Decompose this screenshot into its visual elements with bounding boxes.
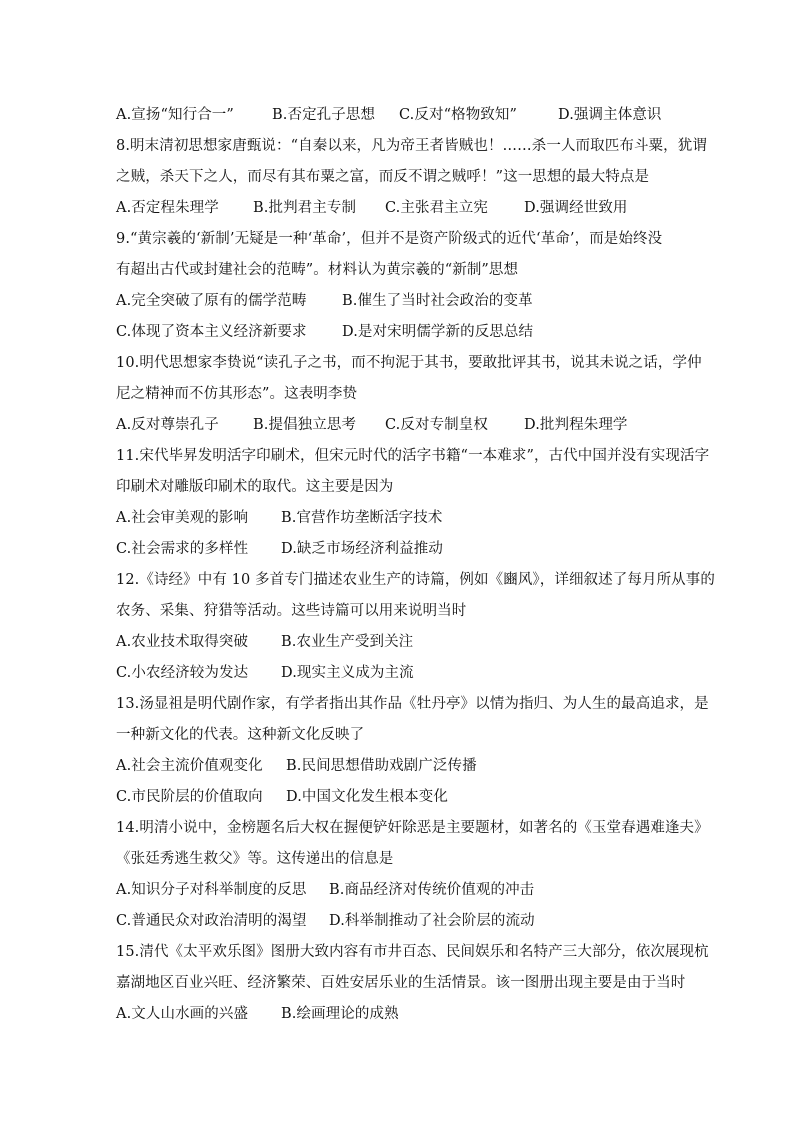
q8-option-c[interactable]: C.主张君主立宪: [385, 200, 488, 216]
q8-stem-line1: 8.明末清初思想家唐甄说：“自秦以来，凡为帝王者皆贼也！……杀一人而取匹布斗粟，犹谓: [116, 138, 707, 154]
q14-options-row2: [116, 909, 676, 929]
q7-option-c[interactable]: C.反对“格物致知”: [399, 107, 518, 123]
q7-option-b[interactable]: B.否定孔子思想: [272, 107, 376, 123]
q8-stem-line2: 之贼，杀天下之人，而尽有其布粟之富，而反不谓之贼呼！”这一思想的最大特点是: [116, 169, 650, 185]
q15-stem-line1: 15.清代《太平欢乐图》图册大致内容有市井百态、民间娱乐和名特产三大部分，依次展现杭: [116, 944, 709, 960]
q13-options-row2: [116, 785, 676, 805]
q14-option-c[interactable]: C.普通民众对政治清明的渴望: [116, 913, 307, 929]
q8-options: [116, 196, 676, 216]
q15-option-a[interactable]: A.文人山水画的兴盛: [116, 1006, 249, 1022]
q11-stem-line1: 11.宋代毕昇发明活字印刷术，但宋元时代的活字书籍“一本难求”，古代中国并没有实现活字: [116, 448, 710, 464]
q14-stem-line1: 14.明清小说中，金榜题名后大权在握便铲奸除恶是主要题材，如著名的《玉堂春遇难逢夫》: [116, 820, 709, 836]
q12-options-row2: [116, 661, 676, 681]
q9-option-d[interactable]: D.是对宋明儒学新的反思总结: [342, 324, 534, 340]
q13-option-b[interactable]: B.民间思想借助戏剧广泛传播: [286, 758, 477, 774]
q11-options-row2: [116, 537, 676, 557]
q10-stem-line1: 10.明代思想家李贽说“读孔子之书，而不拘泥于其书，要敢批评其书，说其未说之话，学仲: [116, 355, 702, 371]
q15-stem-line2: 嘉湖地区百业兴旺、经济繁荣、百姓安居乐业的生活情景。该一图册出现主要是由于当时: [116, 975, 686, 991]
q14-stem-line2: 《张廷秀逃生救父》等。这传递出的信息是: [116, 851, 394, 867]
q12-option-a[interactable]: A.农业技术取得突破: [116, 634, 249, 650]
q14-option-a[interactable]: A.知识分子对科举制度的反思: [116, 882, 307, 898]
q13-option-d[interactable]: D.中国文化发生根本变化: [286, 789, 448, 805]
q7-option-d[interactable]: D.强调主体意识: [558, 107, 662, 123]
q14-option-d[interactable]: D.科举制推动了社会阶层的流动: [329, 913, 535, 929]
q9-stem-line2: 有超出古代或封建社会的范畴”。材料认为黄宗羲的“新制”思想: [116, 262, 519, 278]
q9-options-row2: [116, 320, 676, 340]
q12-option-d[interactable]: D.现实主义成为主流: [281, 665, 414, 681]
q9-stem-line1: 9.“黄宗羲的‘新制’无疑是一种‘革命’，但并不是资产阶级式的近代‘革命’，而是始终没: [116, 231, 663, 247]
q12-stem-line1: 12.《诗经》中有 10 多首专门描述农业生产的诗篇，例如《豳风》，详细叙述了每月所从事的: [116, 572, 715, 588]
q14-options-row1: [116, 878, 676, 898]
q7-option-a[interactable]: A.宣扬“知行合一”: [116, 107, 234, 123]
q13-options-row1: [116, 754, 676, 774]
q9-option-b[interactable]: B.催生了当时社会政治的变革: [342, 293, 533, 309]
q8-option-b[interactable]: B.批判君主专制: [253, 200, 357, 216]
q8-option-d[interactable]: D.强调经世致用: [524, 200, 628, 216]
q11-option-c[interactable]: C.社会需求的多样性: [116, 541, 249, 557]
q12-options-row1: [116, 630, 676, 650]
q13-option-a[interactable]: A.社会主流价值观变化: [116, 758, 263, 774]
q13-stem-line2: 一种新文化的代表。这种新文化反映了: [116, 727, 365, 743]
q10-option-c[interactable]: C.反对专制皇权: [385, 417, 488, 433]
q15-option-b[interactable]: B.绘画理论的成熟: [281, 1006, 399, 1022]
q10-stem-line2: 尼之精神而不仿其形态”。这表明李贽: [116, 386, 358, 402]
q8-option-a[interactable]: A.否定程朱理学: [116, 200, 219, 216]
q9-option-c[interactable]: C.体现了资本主义经济新要求: [116, 324, 307, 340]
q13-stem-line1: 13.汤显祖是明代剧作家，有学者指出其作品《牡丹亭》以情为指归、为人生的最高追求，是: [116, 696, 709, 712]
q9-options-row1: [116, 289, 676, 309]
q11-option-d[interactable]: D.缺乏市场经济利益推动: [281, 541, 443, 557]
q11-stem-line2: 印刷术对雕版印刷术的取代。这主要是因为: [116, 479, 394, 495]
q10-option-b[interactable]: B.提倡独立思考: [253, 417, 357, 433]
q15-options-row1: [116, 1002, 676, 1022]
q12-stem-line2: 农务、采集、狩猎等活动。这些诗篇可以用来说明当时: [116, 603, 467, 619]
q10-options: [116, 413, 676, 433]
q10-option-a[interactable]: A.反对尊崇孔子: [116, 417, 219, 433]
q13-option-c[interactable]: C.市民阶层的价值取向: [116, 789, 263, 805]
q11-options-row1: [116, 506, 676, 526]
q7-options: [116, 103, 676, 123]
q9-option-a[interactable]: A.完全突破了原有的儒学范畴: [116, 293, 307, 309]
q11-option-b[interactable]: B.官营作坊垄断活字技术: [281, 510, 443, 526]
q10-option-d[interactable]: D.批判程朱理学: [524, 417, 628, 433]
q12-option-b[interactable]: B.农业生产受到关注: [281, 634, 414, 650]
q12-option-c[interactable]: C.小农经济较为发达: [116, 665, 249, 681]
q14-option-b[interactable]: B.商品经济对传统价值观的冲击: [329, 882, 535, 898]
q11-option-a[interactable]: A.社会审美观的影响: [116, 510, 249, 526]
